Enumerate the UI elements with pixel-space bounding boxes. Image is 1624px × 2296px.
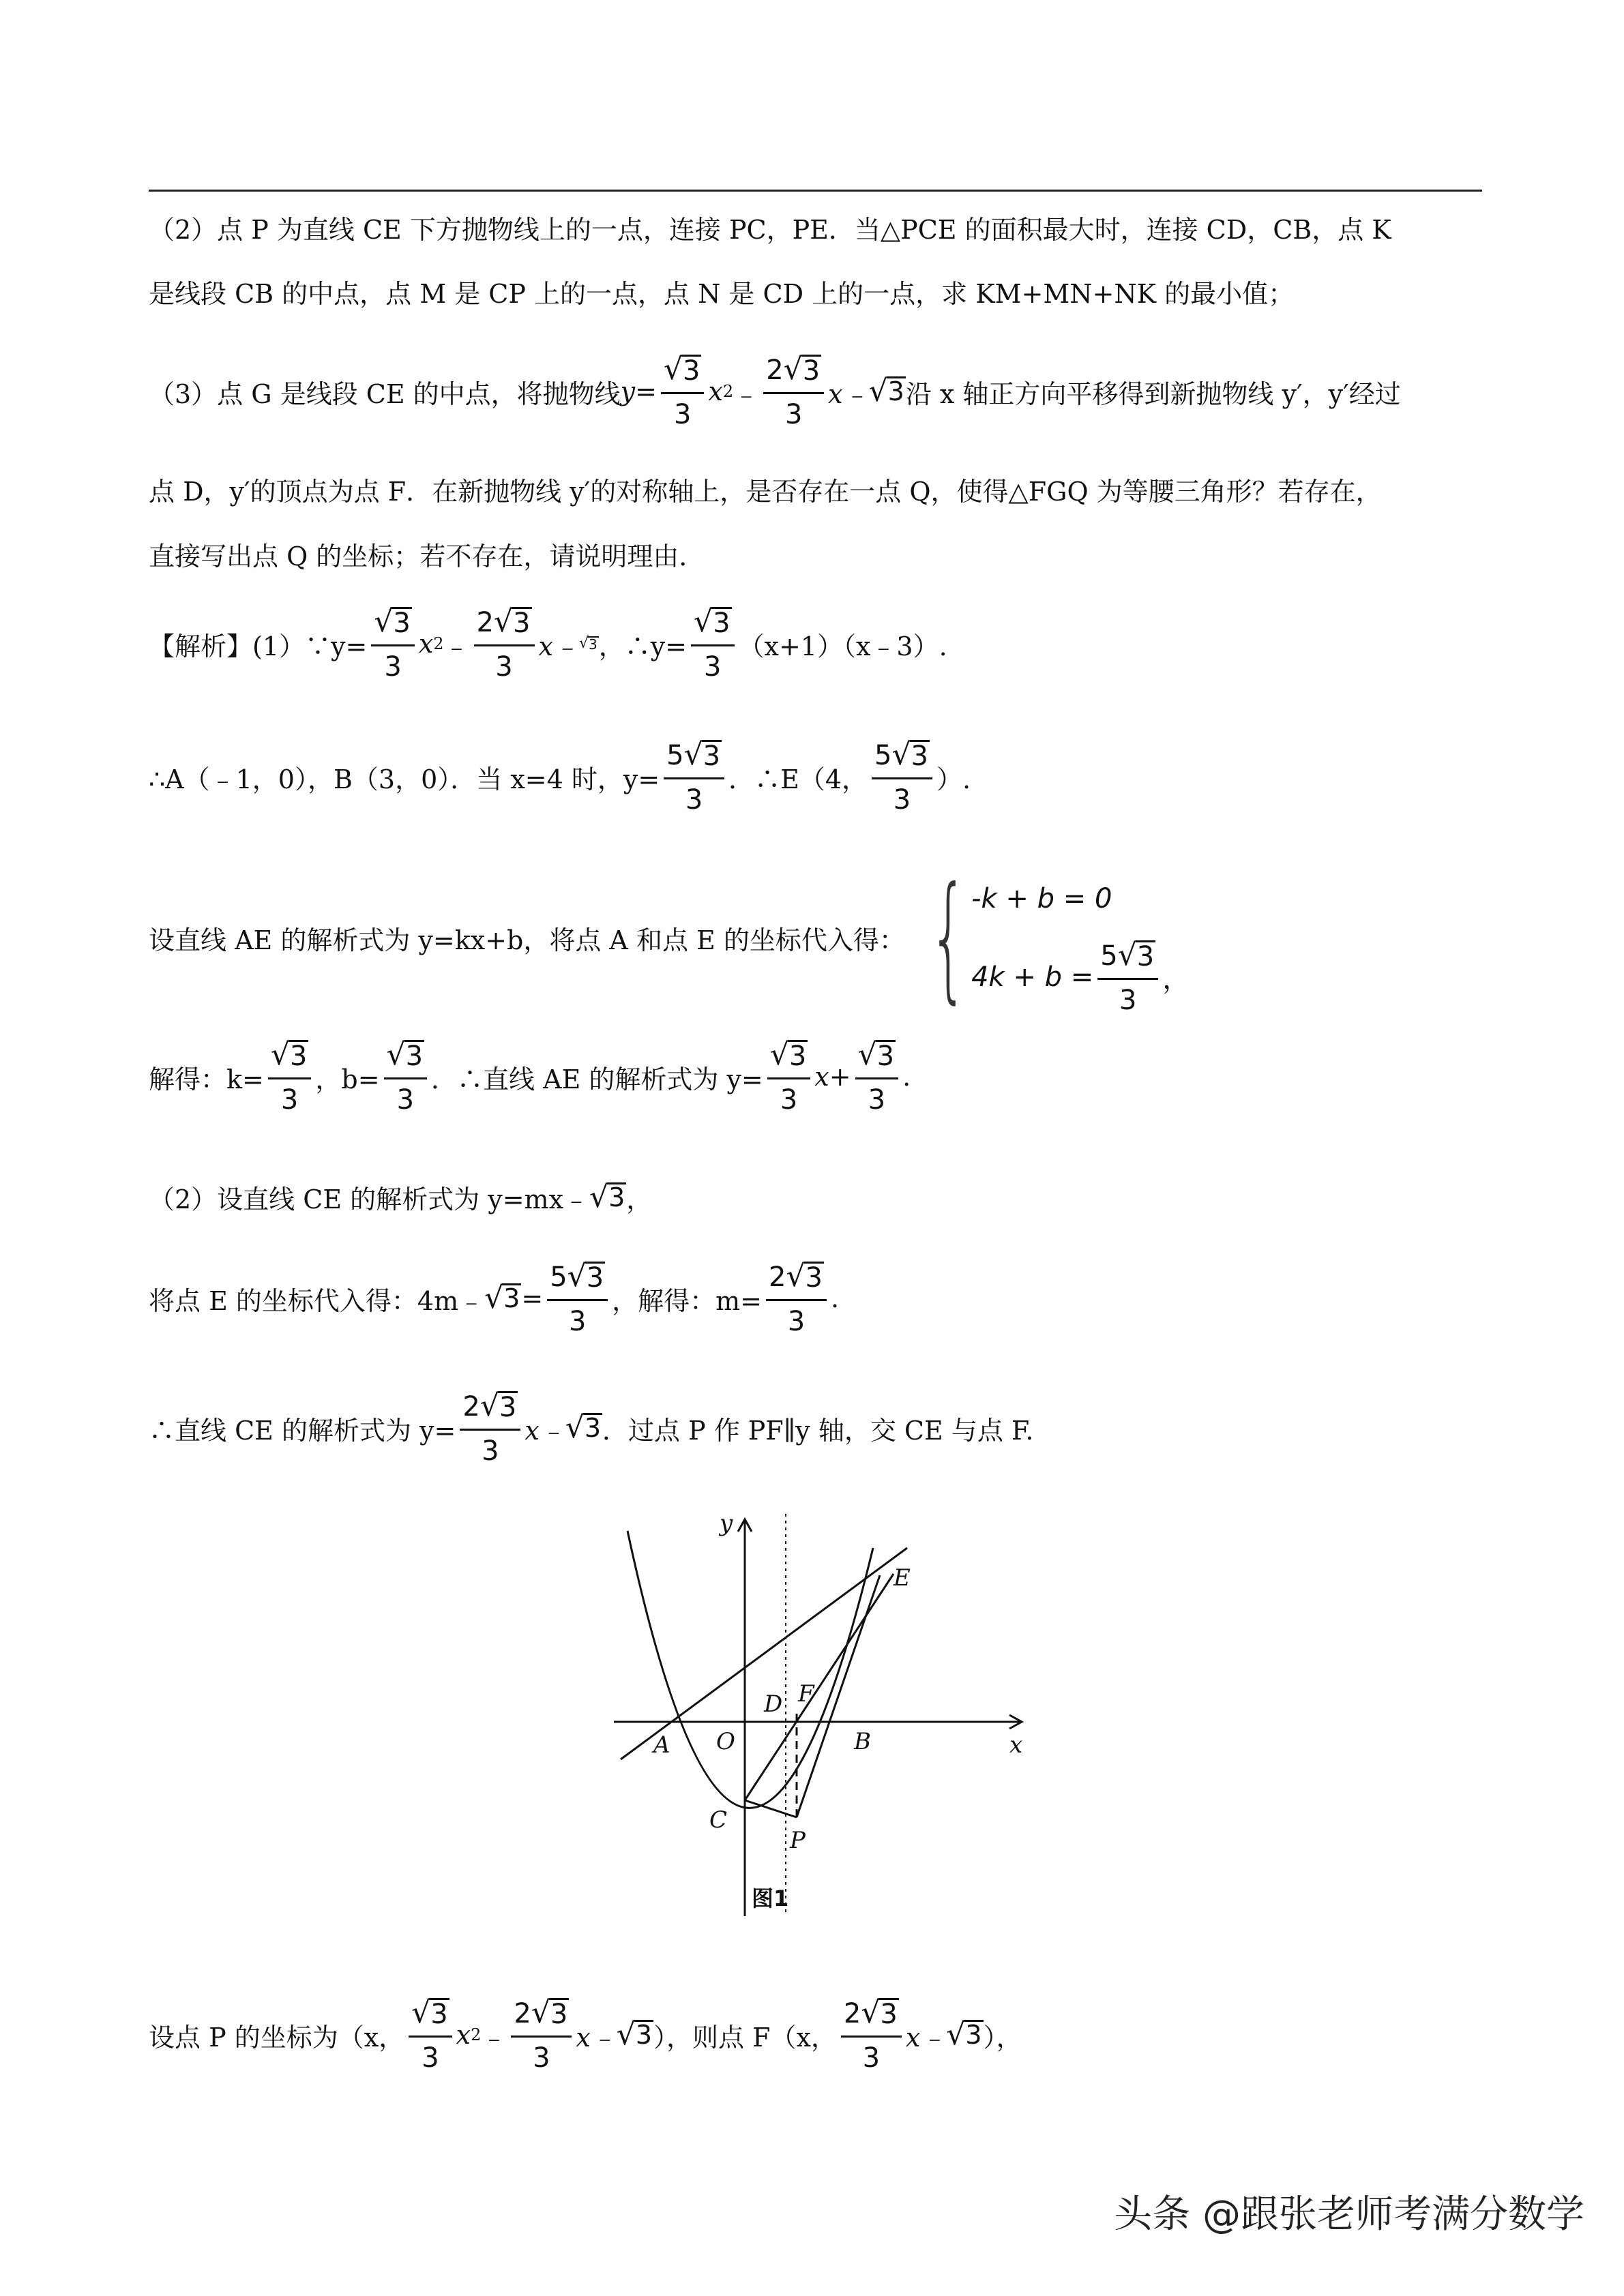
part2-line2: 是线段 CB 的中点，点 M 是 CP 上的一点，点 N 是 CD 上的一点，求 KM+MN+NK 的最小值； — [149, 279, 1295, 309]
geometry-diagram — [600, 1507, 1037, 1930]
solution6-line: 将点 E 的坐标代入得：4m﹣ √ 3 = 5 √ 3 3 ，解得：m= 2 √ 3 3 . — [149, 1259, 840, 1337]
fraction-2sqrt3-over-3: 2 √ 3 3 — [763, 355, 824, 428]
label-c: C — [709, 1806, 728, 1834]
solution8-line: 设点 P 的坐标为（x， √ 3 3 x 2 ﹣ 2 √ 3 3 x﹣ √ 3 ），则点 F（x， 2 √ 3 3 x﹣ √ 3 ）， — [149, 1995, 1022, 2074]
solution5-line: （2）设直线 CE 的解析式为 y=mx﹣ √ 3 ， — [149, 1179, 653, 1214]
label-p: P — [790, 1827, 806, 1854]
solution3-line: 设直线 AE 的解析式为 y=kx+b，将点 A 和点 E 的坐标代入得： { -k + b = 0 4k + b = 5 √ 3 3 ， — [149, 858, 1190, 1017]
line-ce — [745, 1574, 894, 1800]
part2-line1: （2）点 P 为直线 CE 下方抛物线上的一点，连接 PC，PE．当△PCE 的面积最大时，连接 CD，CB，点 K — [149, 215, 1391, 245]
part3-line2: 点 D，y′的顶点为点 F．在新抛物线 y′的对称轴上，是否存在一点 Q，使得△FGQ 为等腰三角形？若存在， — [149, 477, 1382, 507]
label-a: A — [653, 1731, 670, 1759]
solution2-line: ∴A（﹣1，0），B（3，0）．当 x=4 时，y= 5 √ 3 3 ．∴E（4， 5 √ 3 3 ）. — [149, 737, 971, 816]
label-e: E — [894, 1564, 911, 1592]
equation-system: { -k + b = 0 4k + b = 5 √ 3 3 ， — [928, 858, 1190, 1017]
header-rule — [149, 190, 1482, 192]
sqrt3: √ 3 — [868, 374, 904, 408]
solution7-line: ∴直线 CE 的解析式为 y= 2 √ 3 3 x﹣ √ 3 ．过点 P 作 PF∥y 轴，交 CE 与点 F. — [149, 1388, 1034, 1467]
label-d: D — [764, 1690, 783, 1718]
label-f: F — [798, 1680, 814, 1708]
figure-caption: 图1 — [752, 1885, 789, 1911]
label-o: O — [716, 1728, 735, 1755]
watermark: 头条 @跟张老师考满分数学 — [1114, 2192, 1584, 2237]
label-y: y — [720, 1510, 733, 1537]
label-b: B — [854, 1728, 871, 1755]
parabola — [628, 1531, 873, 1808]
label-x: x — [1009, 1731, 1023, 1759]
figure-1 — [600, 1507, 1037, 1930]
solution4-line: 解得：k= √ 3 3 ，b= √ 3 3 ．∴直线 AE 的解析式为 y= √ 3 3 x+ √ 3 3 . — [149, 1037, 911, 1116]
part3-line3: 直接写出点 Q 的坐标；若不存在，请说明理由． — [149, 541, 705, 571]
solution1-line: 【解析】(1）∵y= √ 3 3 x 2 ﹣ 2 √ 3 3 x﹣ √ 3 ，∴y= √ 3 3 （x+1）（x﹣3）. — [149, 604, 947, 683]
fraction-sqrt3-over-3: √ 3 3 — [661, 355, 705, 428]
part3-line1: （3）点 G 是线段 CE 的中点，将抛物线 y= √ 3 3 x 2 ﹣ 2 √ 3 3 x﹣ √ 3 沿 x 轴正方向平移得到新抛物线 y′，y′经过 — [149, 352, 1401, 430]
